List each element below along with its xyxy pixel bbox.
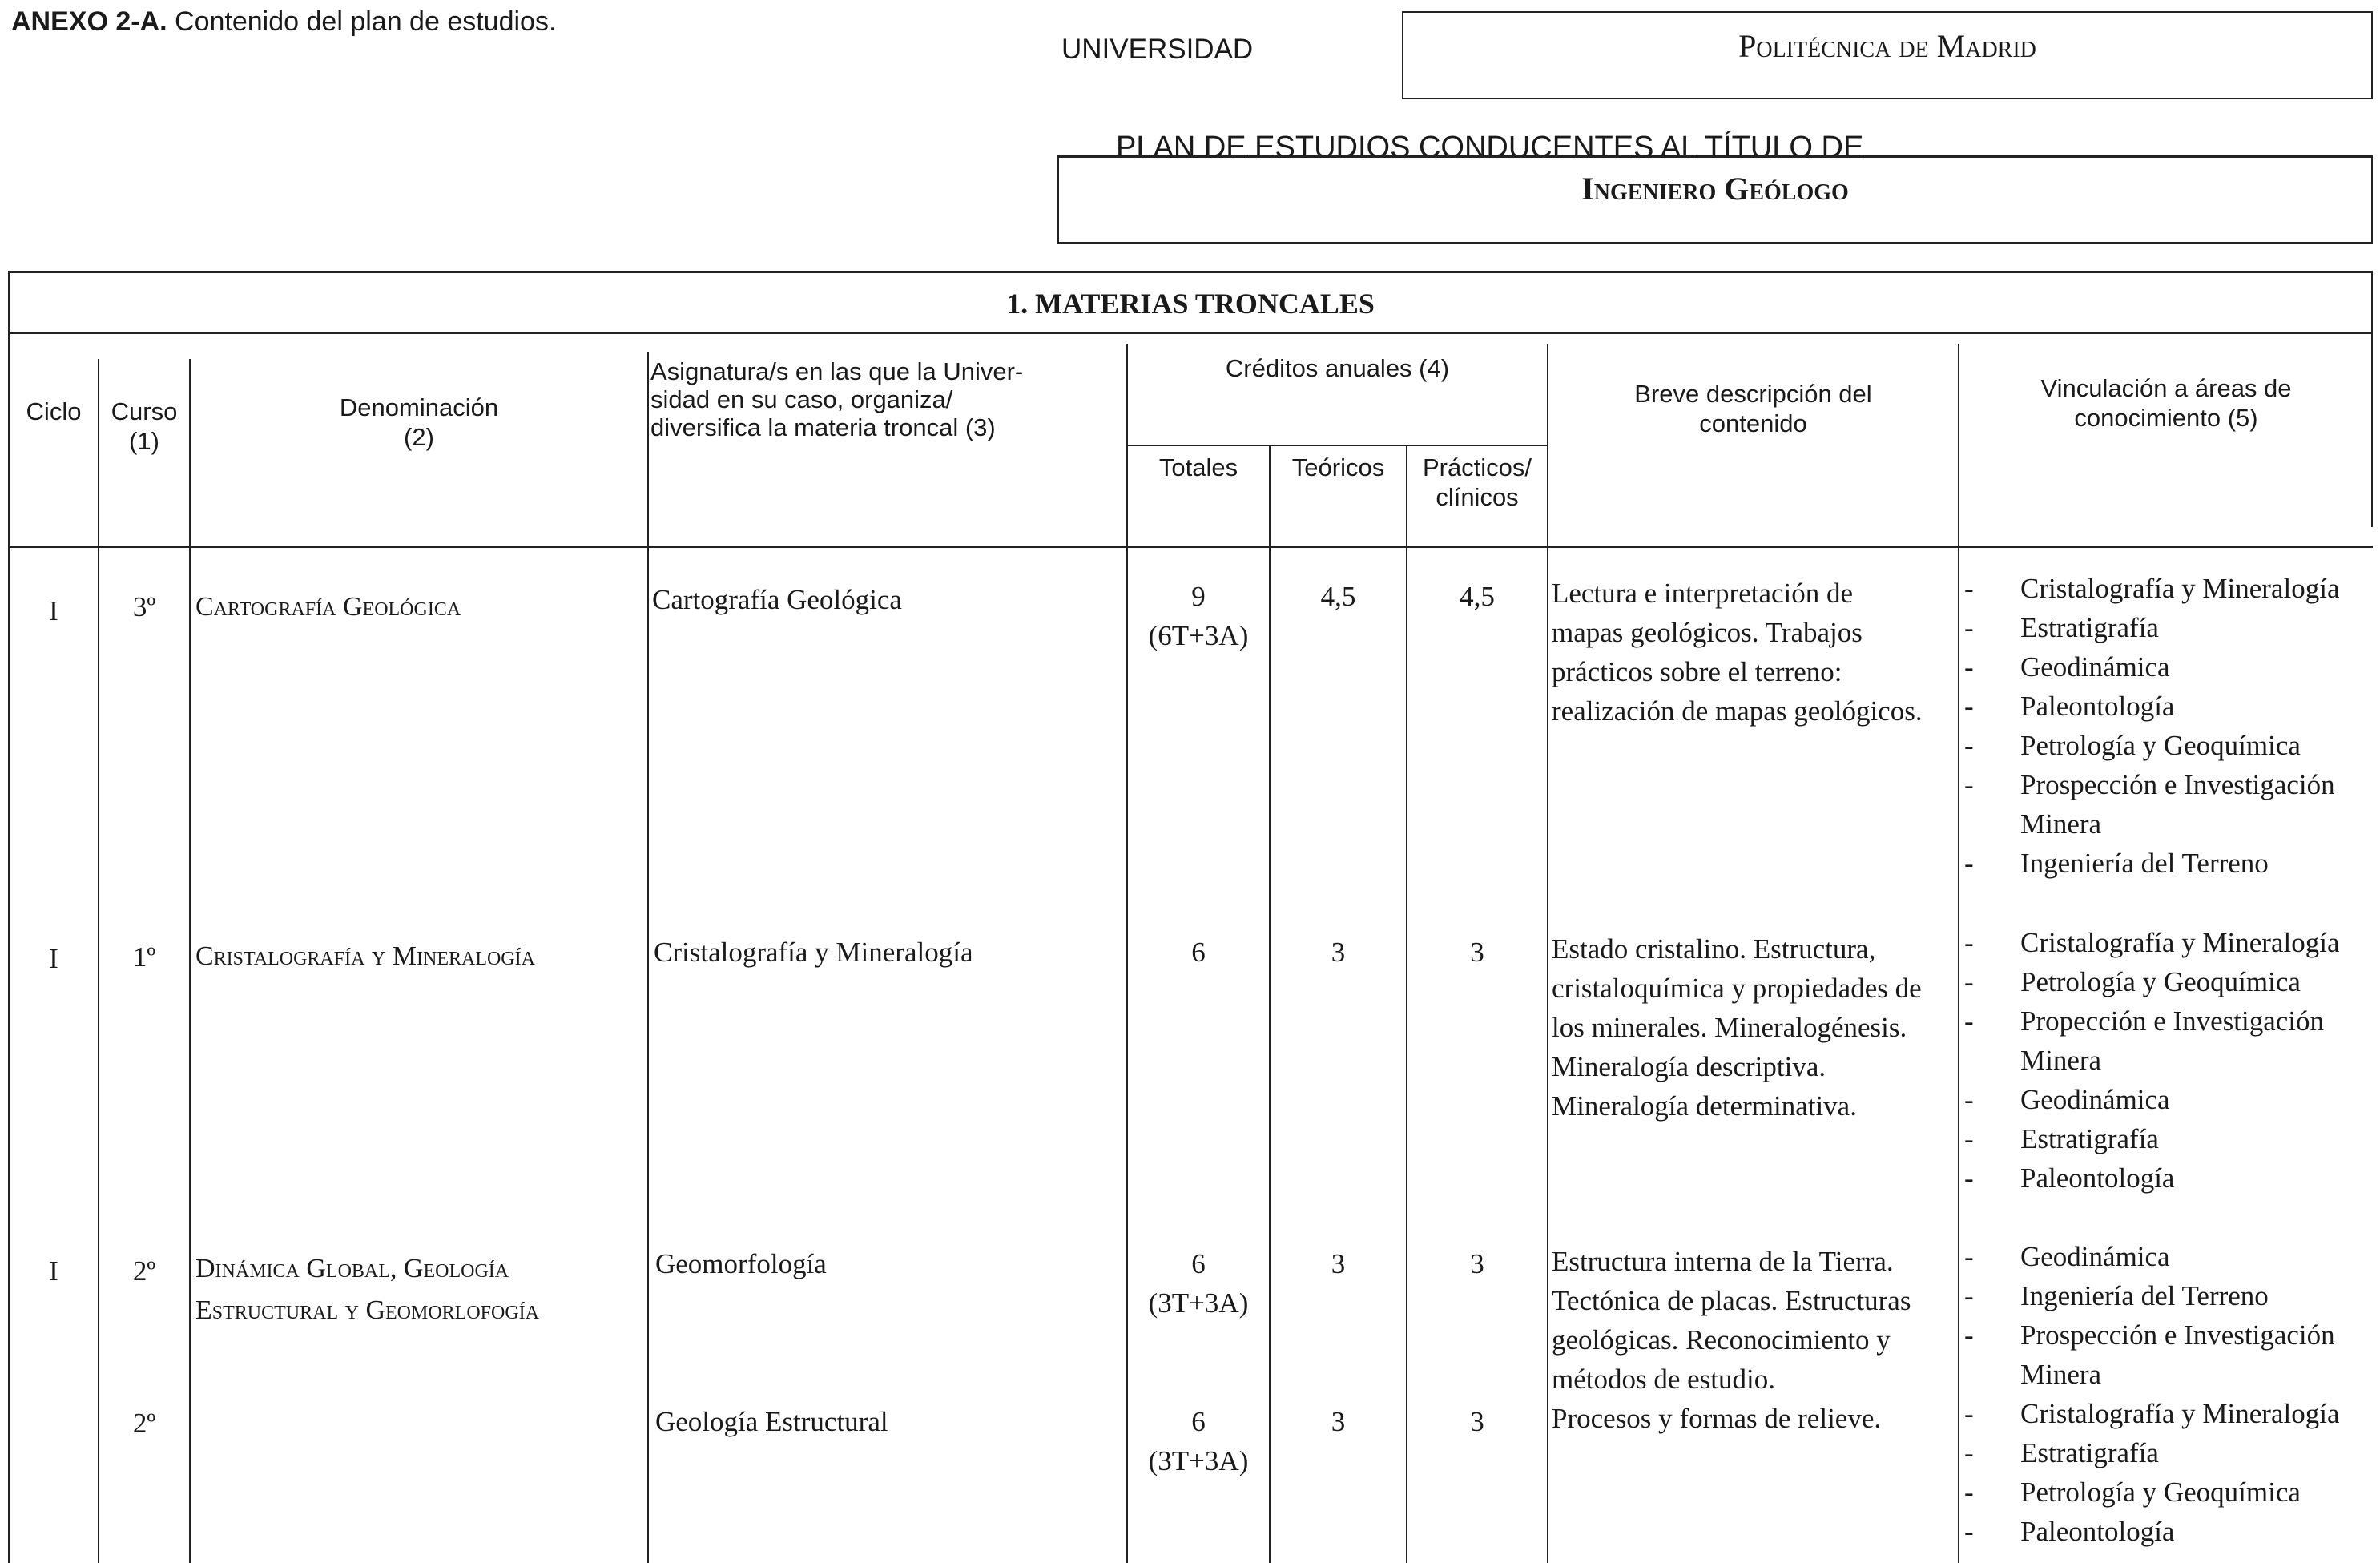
col-header-vinculacion-line1: Vinculación a áreas de [2040,374,2292,402]
col-header-practicos-line2: clínicos [1436,483,1519,511]
area-item: - Estratigrafía [1964,608,2373,647]
row-denominacion: Cartografía Geológica [195,592,461,622]
row-totales [1128,577,1269,655]
col-header-curso-label: Curso [111,397,178,425]
area-item: - Estratigrafía [1964,1433,2373,1472]
col-header-asignaturas-line2: sidad en su caso, organiza/ [650,385,953,413]
row-descripcion-line: mapas geológicos. Trabajos [1552,617,1863,648]
row-totales [1128,933,1269,972]
col-header-teoricos: Teóricos [1291,453,1385,481]
col-header-curso [99,397,189,456]
row-totales-value: 6 [1191,1406,1206,1437]
row-curso: 3º [132,591,156,622]
row-teoricos: 4,5 [1320,581,1356,612]
row-asignatura: Cartografía Geológica [652,584,902,615]
row-asignatura: Geomorfología [655,1248,827,1279]
area-item: - Geodinámica [1964,1080,2373,1119]
row-ciclo: I [49,1255,58,1287]
row-totales-value: 6 [1191,1248,1206,1279]
col-header-descripcion-line1: Breve descripción del [1634,380,1872,408]
area-item: - Cristalografía y Mineralogía [1964,923,2373,962]
row-totales-value: 9 [1191,581,1206,612]
row-curso: 1º [132,941,156,973]
row-curso: 2º [132,1255,156,1287]
col-header-asignaturas-line3: diversifica la materia troncal (3) [650,413,996,441]
row-areas [1964,923,2373,1198]
col-header-practicos [1407,453,1547,512]
area-item: - Ingeniería del Terreno [1964,1276,2373,1315]
row-denominacion: Cristalografía y Mineralogía [195,941,535,971]
col-header-denominacion [191,393,647,452]
col-header-curso-note: (1) [129,427,159,455]
row-teoricos: 3 [1331,1406,1346,1437]
row-descripcion-line: Estado cristalino. Estructura, [1552,933,1876,965]
area-item: - Paleontología [1964,1512,2373,1551]
row-totales-breakdown: (3T+3A) [1148,1445,1249,1476]
row-totales-breakdown: (6T+3A) [1148,620,1249,651]
row-practicos: 4,5 [1460,581,1495,612]
area-item: - Geodinámica [1964,647,2373,687]
col-header-asignaturas [650,357,1123,441]
row-areas [1964,569,2373,883]
area-item: - Petrología y Geoquímica [1964,726,2373,765]
plan-label: PLAN DE ESTUDIOS CONDUCENTES AL TÍTULO DE [1116,131,1864,164]
area-item-continuation: Minera [2020,1045,2102,1076]
row-descripcion-line: cristaloquímica y propiedades de [1552,973,1922,1004]
row-practicos: 3 [1470,937,1484,968]
area-item: - Geodinámica [1964,1237,2373,1276]
row-denominacion [195,1248,644,1331]
col-header-denominacion-note: (2) [404,423,434,451]
col-header-asignaturas-line1: Asignatura/s en las que la Univer- [650,357,1024,385]
col-header-vinculacion-line2: conocimiento (5) [2074,404,2258,432]
annex-label: ANEXO 2-A. [11,6,167,37]
area-item: - Cristalografía y Mineralogía [1964,569,2373,608]
row-descripcion [1552,1242,1956,1438]
section-title: 1. MATERIAS TRONCALES [1006,288,1375,320]
row-asignatura: Cristalografía y Mineralogía [654,937,973,968]
col-header-creditos: Créditos anuales (4) [1225,354,1450,382]
row-totales-breakdown: (3T+3A) [1148,1287,1249,1319]
annex-heading [11,6,556,38]
area-item: - Ingeniería del Terreno [1964,844,2373,883]
row-totales [1128,1244,1269,1323]
row-descripcion-line: los minerales. Mineralogénesis. [1552,1012,1907,1043]
col-header-practicos-line1: Prácticos/ [1422,453,1532,481]
row-descripcion-line: prácticos sobre el terreno: [1552,656,1842,687]
annex-description: Contenido del plan de estudios. [175,6,557,37]
col-header-descripcion-line2: contenido [1699,409,1807,437]
row-descripcion-line: Tectónica de placas. Estructuras [1552,1285,1911,1316]
row-ciclo: I [49,943,58,974]
university-label: UNIVERSIDAD [1061,34,1254,65]
col-header-descripcion [1548,379,1958,438]
col-header-denominacion-label: Denominación [339,393,499,421]
row-teoricos: 3 [1331,1248,1346,1279]
row-practicos: 3 [1470,1406,1484,1437]
row-practicos: 3 [1470,1248,1484,1279]
col-header-totales: Totales [1158,453,1238,481]
degree-title: Ingeniero Geólogo [1581,171,1849,207]
area-item: - Propección e Investigación [1964,1001,2373,1041]
row-descripcion [1552,929,1956,1126]
row-descripcion-line: Estructura interna de la Tierra. [1552,1246,1894,1277]
row-asignatura: Geología Estructural [655,1406,888,1437]
area-item-continuation: Minera [2020,1359,2102,1390]
area-item-continuation: Minera [2020,808,2102,840]
row-descripcion-line: realización de mapas geológicos. [1552,695,1923,727]
area-item: - Petrología y Geoquímica [1964,962,2373,1001]
row-descripcion-line: Mineralogía descriptiva. [1552,1051,1826,1082]
area-item: - Petrología y Geoquímica [1964,1472,2373,1512]
area-item: - Estratigrafía [1964,1119,2373,1158]
area-item: - Prospección e Investigación [1964,1315,2373,1355]
row-totales-value: 6 [1191,937,1206,968]
col-header-vinculacion [1959,373,2373,433]
col-header-ciclo: Ciclo [26,397,82,425]
row-ciclo: I [49,595,58,626]
row-totales [1128,1402,1269,1480]
row-descripcion-line: Lectura e interpretación de [1552,578,1854,609]
row-curso: 2º [132,1408,156,1439]
row-denominacion-line1: Dinámica Global, Geología [195,1254,509,1283]
row-descripcion-line: Procesos y formas de relieve. [1552,1403,1882,1434]
row-descripcion-line: Mineralogía determinativa. [1552,1090,1857,1122]
area-item: - Paleontología [1964,1158,2373,1198]
row-areas [1964,1237,2373,1551]
area-item: - Cristalografía y Mineralogía [1964,1394,2373,1433]
row-descripcion [1552,574,1956,731]
university-name: Politécnica de Madrid [1738,28,2036,64]
area-item: - Paleontología [1964,687,2373,726]
row-descripcion-line: geológicas. Reconocimiento y [1552,1324,1891,1356]
area-item: - Prospección e Investigación [1964,765,2373,804]
row-descripcion-line: métodos de estudio. [1552,1364,1775,1395]
row-denominacion-line2: Estructural y Geomorlofogía [195,1295,540,1325]
row-teoricos: 3 [1331,937,1346,968]
